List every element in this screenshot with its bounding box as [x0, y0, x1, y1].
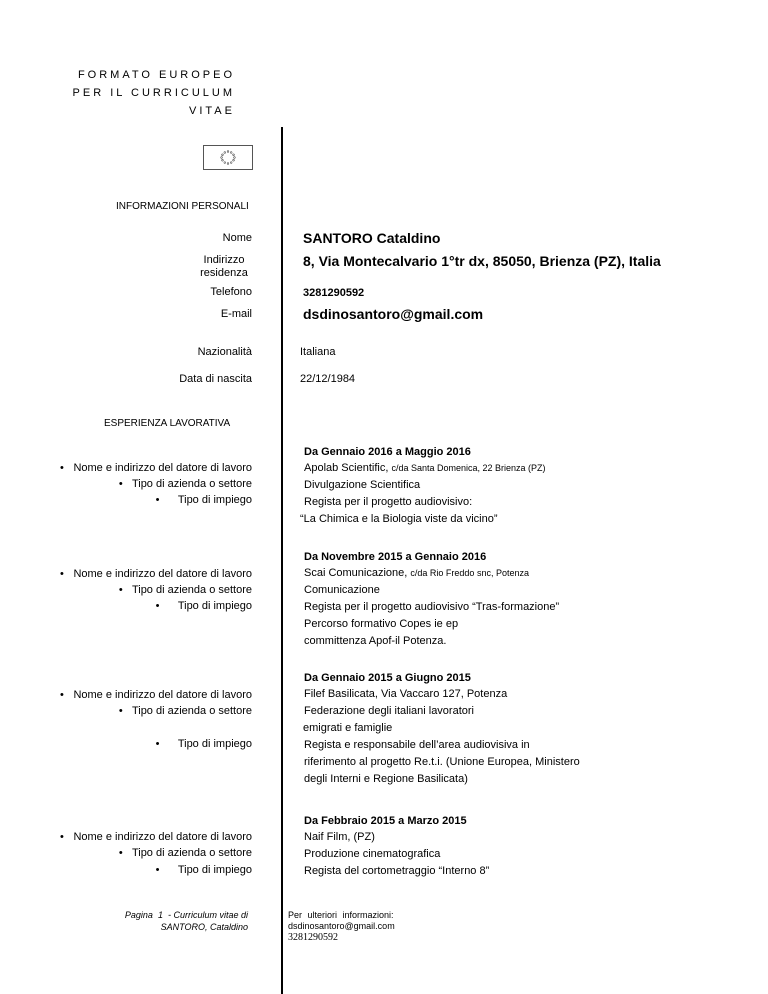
- label-email: E-mail: [220, 308, 252, 320]
- bullet: •: [118, 478, 132, 490]
- job-3-sector-line-2: emigrati e famiglie: [303, 722, 393, 734]
- job-4-label-job-text: Tipo di impiego: [177, 864, 252, 876]
- job-1-sector: Divulgazione Scientifica: [304, 479, 421, 491]
- job-3-role-line-1: Regista e responsabile dell’area audiovisiva in: [304, 739, 530, 751]
- footer-page-info: [68, 909, 248, 933]
- footer-page-line-2: SANTORO, Cataldino: [160, 922, 248, 932]
- job-1-employer-address: c/da Santa Domenica, 22 Brienza (PZ): [391, 463, 546, 473]
- value-nome: SANTORO Cataldino: [303, 230, 441, 246]
- section-title-personal: INFORMAZIONI PERSONALI: [116, 201, 249, 212]
- bullet: •: [118, 705, 132, 717]
- job-2-label-sector: [60, 584, 252, 596]
- job-4-sector: Produzione cinematografica: [304, 848, 441, 860]
- job-3-role-line-3: degli Interni e Regione Basilicata): [304, 773, 468, 785]
- label-nome: Nome: [222, 232, 252, 244]
- job-2-date: Da Novembre 2015 a Gennaio 2016: [304, 551, 487, 563]
- job-4-label-employer: Nome e indirizzo del datore di lavoro: [73, 831, 252, 843]
- job-1-date: Da Gennaio 2016 a Maggio 2016: [304, 446, 471, 458]
- job-2-role-line-1: Regista per il progetto audiovisivo “Tras-formazione”: [304, 601, 560, 613]
- job-2-label-job-text: Tipo di impiego: [177, 600, 252, 612]
- job-1-label-sector-text: Tipo di azienda o settore: [131, 478, 252, 490]
- job-3-label-sector: [60, 705, 252, 717]
- job-2-label-employer: Nome e indirizzo del datore di lavoro: [73, 568, 252, 580]
- job-1-role-line-2: “La Chimica e la Biologia viste da vicino”: [300, 513, 498, 525]
- value-indirizzo: 8, Via Montecalvario 1°tr dx, 85050, Brienza (PZ), Italia: [303, 253, 661, 269]
- vertical-divider: [281, 127, 283, 994]
- job-4-label-sector-text: Tipo di azienda o settore: [131, 847, 252, 859]
- value-telefono: 3281290592: [303, 287, 365, 299]
- label-data-nascita: Data di nascita: [179, 373, 252, 385]
- job-2-role-line-3: committenza Apof-il Potenza.: [304, 635, 447, 647]
- job-2-sector: Comunicazione: [304, 584, 380, 596]
- label-indirizzo-text: Indirizzo residenza: [200, 254, 248, 279]
- cv-title: [0, 66, 235, 120]
- job-3-label-job-text: Tipo di impiego: [177, 738, 252, 750]
- footer-page-number: 1: [157, 910, 163, 920]
- bullet: •: [60, 568, 64, 580]
- job-3-sector-line-1: Federazione degli italiani lavoratori: [304, 705, 474, 717]
- bullet: •: [155, 738, 178, 750]
- job-1-details: [300, 460, 546, 528]
- label-telefono: Telefono: [210, 286, 252, 298]
- job-3-role-line-2: riferimento al progetto Re.t.i. (Unione Europea, Ministero: [304, 756, 580, 768]
- footer-info-email[interactable]: dsdinosantoro@gmail.com: [288, 921, 395, 931]
- job-3-label-sector-text: Tipo di azienda o settore: [131, 705, 252, 717]
- title-line-2: PER IL CURRICULUM: [72, 87, 235, 99]
- job-4-details: [304, 829, 489, 880]
- job-2-label-sector-text: Tipo di azienda o settore: [131, 584, 252, 596]
- job-1-label-sector: [60, 478, 252, 490]
- footer-contact-info: [288, 910, 395, 943]
- job-1-employer: [304, 460, 546, 477]
- bullet: •: [155, 600, 178, 612]
- bullet: •: [60, 831, 64, 843]
- bullet: •: [60, 462, 64, 474]
- job-3-employer: Filef Basilicata, Via Vaccaro 127, Potenza: [304, 688, 508, 700]
- value-email: dsdinosantoro@gmail.com: [303, 306, 484, 322]
- job-1-employer-name: Apolab Scientific,: [304, 462, 389, 474]
- bullet: •: [155, 864, 178, 876]
- bullet: •: [118, 847, 132, 859]
- job-1-label-job-text: Tipo di impiego: [177, 494, 252, 506]
- job-4-employer: Naif Film, (PZ): [304, 831, 375, 843]
- footer-info-line-1: Per ulteriori informazioni:: [288, 910, 394, 920]
- bullet: •: [60, 689, 64, 701]
- job-2-role-line-2: Percorso formativo Copes ie ep: [304, 618, 459, 630]
- footer-page-line-1: [68, 909, 248, 921]
- title-line-3: VITAE: [189, 105, 235, 117]
- job-4-date: Da Febbraio 2015 a Marzo 2015: [304, 815, 467, 827]
- job-2-employer-address: c/da Rio Freddo snc, Potenza: [410, 568, 529, 578]
- value-data-nascita: 22/12/1984: [300, 373, 356, 385]
- job-4-role-line-1: Regista del cortometraggio “Interno 8”: [304, 865, 490, 877]
- job-2-employer: [304, 565, 559, 582]
- job-1-label-job: [60, 494, 252, 506]
- job-1-role-line-1: Regista per il progetto audiovisivo:: [304, 496, 473, 508]
- bullet: •: [118, 584, 132, 596]
- eu-flag-icon: [203, 145, 253, 170]
- job-4-label-sector: [60, 847, 252, 859]
- job-2-employer-name: Scai Comunicazione,: [304, 567, 408, 579]
- job-2-details: [304, 565, 559, 650]
- job-4-label-job: [60, 864, 252, 876]
- footer-page-word: Pagina: [124, 910, 153, 920]
- job-3-label-job: [60, 738, 252, 750]
- footer-page-rest: - Curriculum vitae di: [167, 910, 248, 920]
- title-line-1: FORMATO EUROPEO: [77, 69, 235, 81]
- eu-flag-svg: [204, 146, 252, 169]
- job-3-label-employer: Nome e indirizzo del datore di lavoro: [73, 689, 252, 701]
- footer-info-phone: 3281290592: [288, 932, 338, 943]
- job-3-details: [304, 686, 580, 788]
- section-title-experience: ESPERIENZA LAVORATIVA: [104, 418, 231, 429]
- job-2-label-job: [60, 600, 252, 612]
- value-nazionalita: Italiana: [300, 346, 336, 358]
- job-3-date: Da Gennaio 2015 a Giugno 2015: [304, 672, 471, 684]
- label-nazionalita: Nazionalità: [197, 346, 252, 358]
- bullet: •: [155, 494, 178, 506]
- job-1-label-employer: Nome e indirizzo del datore di lavoro: [73, 462, 252, 474]
- label-indirizzo: [70, 254, 254, 280]
